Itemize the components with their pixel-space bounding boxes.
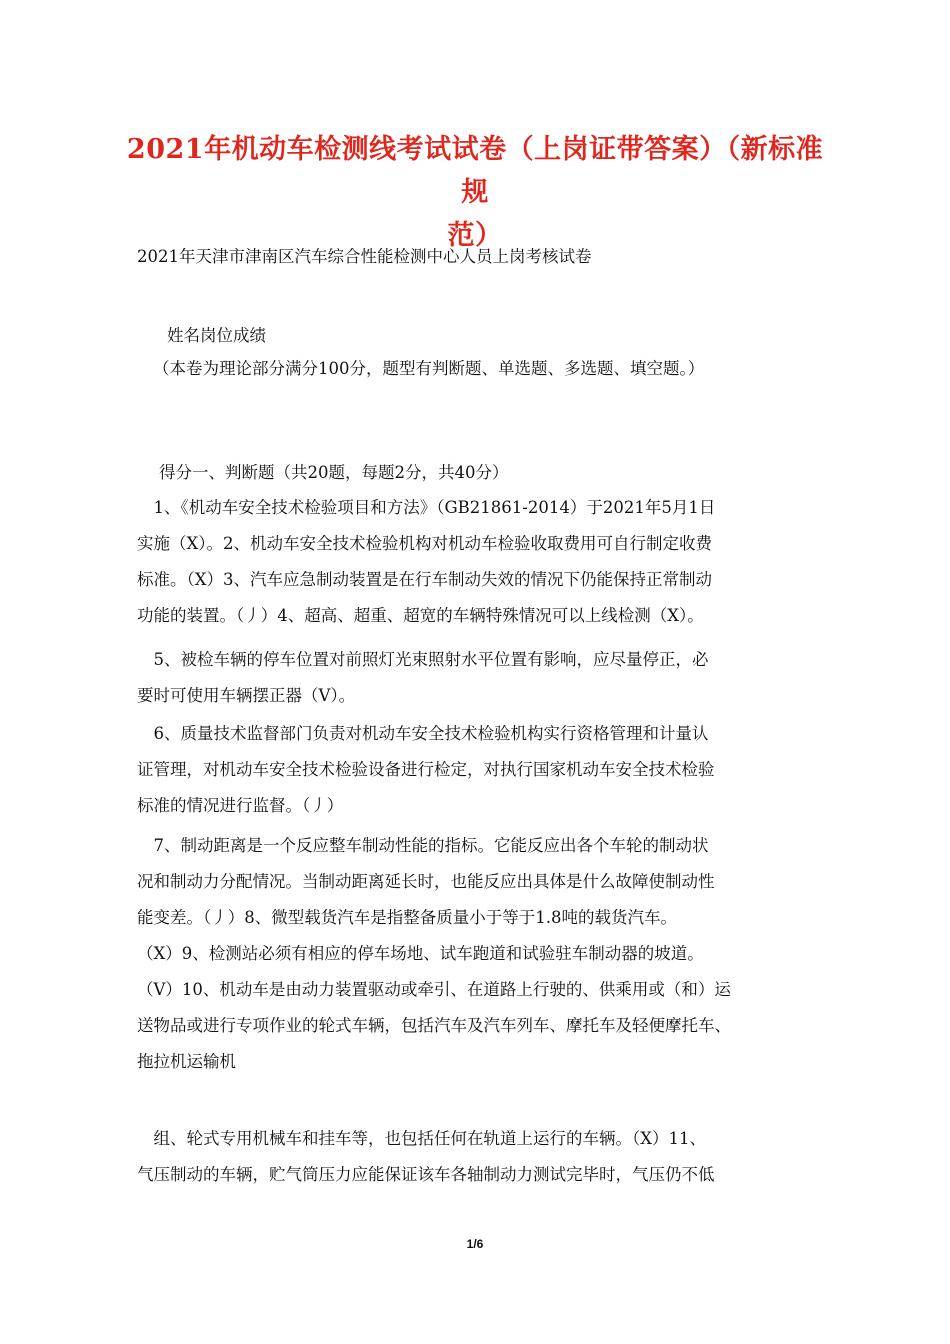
exam-instructions: （本卷为理论部分满分100分，题型有判断题、单选题、多选题、填空题。） — [153, 359, 705, 378]
paragraph-line: 7、制动距离是一个反应整车制动性能的指标。它能反应出各个车轮的制动状 — [137, 836, 709, 855]
paragraph-line: 实施（X）。2、机动车安全技术检验机构对机动车检验收取费用可自行制定收费 — [137, 534, 712, 553]
paragraph-line: 标准。（X）3、汽车应急制动装置是在行车制动失效的情况下仍能保持正常制动 — [137, 570, 712, 589]
question-paragraph — [137, 716, 817, 824]
document-subtitle: 2021年天津市津南区汽车综合性能检测中心人员上岗考核试卷 — [137, 247, 592, 266]
paragraph-line: （X）9、检测站必须有相应的停车场地、试车跑道和试验驻车制动器的坡道。 — [137, 944, 704, 963]
question-paragraph — [137, 490, 817, 634]
paragraph-line: 6、质量技术监督部门负责对机动车安全技术检验机构实行资格管理和计量认 — [137, 724, 709, 743]
paragraph-line: 功能的装置。（丿）4、超高、超重、超宽的车辆特殊情况可以上线检测（X）。 — [137, 606, 704, 625]
question-paragraph — [137, 642, 817, 714]
paragraph-line: 气压制动的车辆，贮气筒压力应能保证该车各轴制动力测试完毕时，气压仍不低 — [137, 1165, 715, 1184]
paragraph-line: 标准的情况进行监督。（丿） — [137, 796, 344, 815]
paragraph-line: 组、轮式专用机械车和挂车等，也包括任何在轨道上运行的车辆。（X）11、 — [137, 1129, 706, 1148]
paragraph-line: 况和制动力分配情况。当制动距离延长时，也能反应出具体是什么故障使制动性 — [137, 872, 715, 891]
paragraph-line: 拖拉机运输机 — [137, 1052, 236, 1071]
paragraph-line: 1、《机动车安全技术检验项目和方法》（GB21861-2014）于2021年5月1日 — [137, 498, 716, 517]
title-line-2: 范） — [447, 220, 503, 251]
page-number: 1/6 — [466, 1237, 484, 1251]
paragraph-line: 5、被检车辆的停车位置对前照灯光束照射水平位置有影响，应尽量停正，必 — [137, 650, 709, 669]
paragraph-line: 证管理，对机动车安全技术检验设备进行检定，对执行国家机动车安全技术检验 — [137, 760, 715, 779]
title-line-1: 2021年机动车检测线考试试卷（上岗证带答案）（新标准规 — [126, 134, 824, 208]
section-heading: 得分一、判断题（共20题，每题2分，共40分） — [159, 463, 509, 482]
question-paragraph — [137, 1121, 817, 1193]
question-paragraph — [137, 828, 817, 1080]
document-title — [120, 128, 830, 257]
paragraph-line: 能变差。（丿）8、微型载货汽车是指整备质量小于等于1.8吨的载货汽车。 — [137, 908, 677, 927]
paragraph-line: （V）10、机动车是由动力装置驱动或牵引、在道路上行驶的、供乘用或（和）运 — [137, 980, 731, 999]
paragraph-line: 要时可使用车辆摆正器（V）。 — [137, 686, 356, 705]
paragraph-line: 送物品或进行专项作业的轮式车辆，包括汽车及汽车列车、摩托车及轻便摩托车、 — [137, 1016, 731, 1035]
name-post-score-line: 姓名岗位成绩 — [167, 326, 266, 345]
